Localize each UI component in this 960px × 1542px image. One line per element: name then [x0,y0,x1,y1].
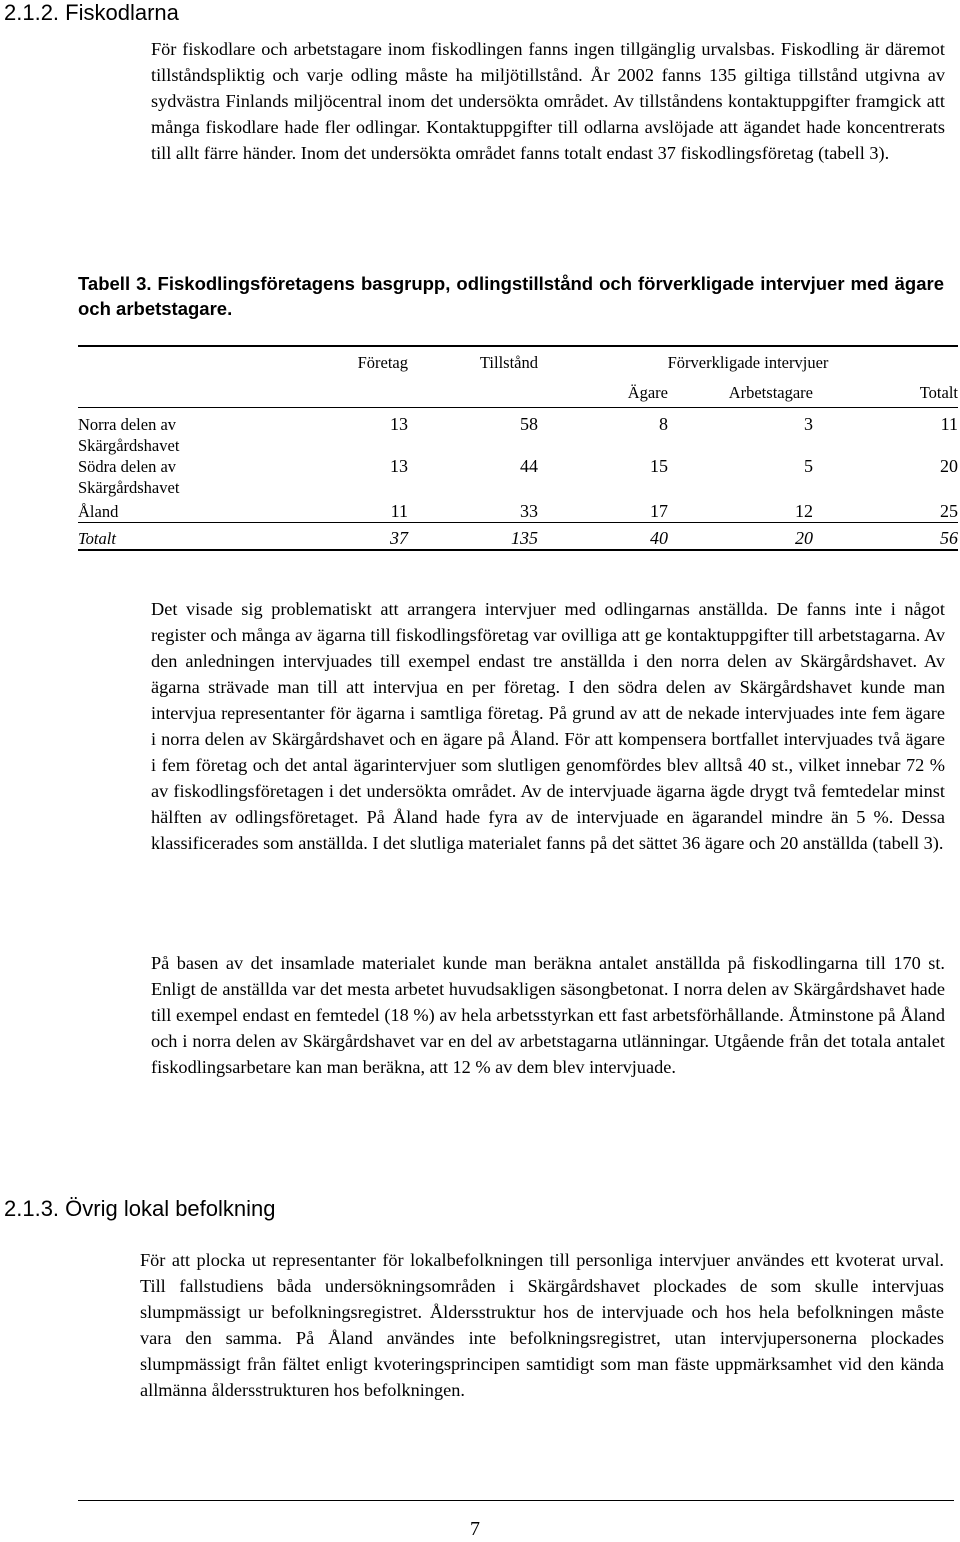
header-forverkligade-intervjuer: Förverkligade intervjuer [538,346,958,373]
body-paragraph-1: Det visade sig problematiskt att arrangera intervjuer med odlingarnas anställda. De fanns inte i något register och många av ägarna till fiskodlingsföretag var ovilliga att ge kontaktuppgifter till arbetstagarna. Av den anledningen intervjuades till exempel endast tre anställda i den norra delen av Skärgårdshavet. Av ägarna strävade man till att intervjua en per företag. I den södra delen av Skärgårdshavet kunde man intervjua representanter för ägarna i samtliga företag. På grund av att de nekade intervjuades inte fem ägare i norra delen av Skärgårdshavet och en ägare på Åland. För att kompensera bortfallet intervjuades två ägare i fem företag och det antal ägarintervjuer som slutligen genomfördes blev alltså 40 st., vilket innebar 72 % av fiskodlingsföretagen i det undersökta området. Av de intervjuade ägarna ägde drygt två femtedelar minst hälften av odlingsföretaget. På Åland hade fyra av de intervjuade en ägarandel mindre än 5 %. Dessa klassificerades som anställda. I det slutliga materialet fanns på det sättet 36 ägare och 20 anställda (tabell 3). [151,599,945,853]
fiskodling-table [78,345,958,551]
cell-arbetstagare: 12 [668,498,813,523]
header-foretag: Företag [278,346,408,373]
cell-totalt: 20 [940,456,958,476]
cell-agare: 17 [538,498,668,523]
cell-totalt: 25 [813,498,958,523]
cell-arbetstagare: 5 [804,456,813,476]
section-2-paragraph: För att plocka ut representanter för lokalbefolkningen till personliga intervjuer användes ett kvoterat urval. Till fallstudiens båda undersökningsområden i Skärgårdshavet plockades de som skulle intervjuas slumpmässigt ur befolkningsregistret. Åldersstruktur hos de intervjuade och hos hela befolkningen måste vara den samma. På Åland användes inte befolkningsregistret, utan intervjupersonerna plockades slumpmässigt från fältet enligt kvoteringsprincipen samtidigt som man fäste uppmärksamhet vid den kända allmänna åldersstrukturen hos befolkningen. [140,1250,944,1400]
cell-arbetstagare: 3 [804,414,813,434]
cell-tillstand: 33 [408,498,538,523]
cell-foretag: 13 [390,456,408,476]
row-label: Skärgårdshavet [78,436,180,455]
cell-agare: 15 [650,456,668,476]
header-arbetstagare: Arbetstagare [668,373,813,408]
row-label: Åland [78,498,278,523]
cell-agare: 8 [659,414,668,434]
total-totalt: 56 [813,523,958,551]
total-label: Totalt [78,523,278,551]
row-label: Skärgårdshavet [78,478,180,497]
body-paragraph-2: På basen av det insamlade materialet kunde man beräkna antalet anställda på fiskodlingarna till 170 st. Enligt de anställda var det mesta arbetet huvudsakligen säsongbetonat. I norra delen av Skärgårdshavet hade till exempel endast en femtedel (18 %) av hela arbetsstyrkan ett fast arbetsförhållande. Åtminstone på Åland och i norra delen av Skärgårdshavet var en del av arbetstagarna utlänningar. Utgående från det totala antalet fiskodlingsarbetare kan man beräkna, att 12 % av dem blev intervjuade. [151,953,945,1077]
cell-tillstand: 44 [520,456,538,476]
table-total-row [78,523,958,551]
table-caption: Tabell 3. Fiskodlingsföretagens basgrupp, odlingstillstånd och förverkligade intervjuer med ägare och arbetstagare. [78,273,944,319]
cell-tillstand: 58 [520,414,538,434]
cell-foretag: 11 [278,498,408,523]
total-foretag: 37 [278,523,408,551]
header-tillstand: Tillstånd [408,346,538,373]
footer-divider [78,1500,954,1501]
table-row [78,456,958,498]
table-header-row-2 [78,373,958,408]
cell-totalt: 11 [940,414,958,434]
total-agare: 40 [538,523,668,551]
row-label: Norra delen av [78,415,177,434]
cell-foretag: 13 [390,414,408,434]
total-arbetstagare: 20 [668,523,813,551]
section-heading-ovrig-lokal-befolkning: 2.1.3. Övrig lokal befolkning [4,1196,276,1221]
table-row [78,408,958,457]
row-label: Södra delen av [78,457,177,476]
table-header-row-1 [78,346,958,373]
intro-paragraph: För fiskodlare och arbetstagare inom fiskodlingen fanns ingen tillgänglig urvalsbas. Fiskodling är däremot tillståndspliktig och varje odling måste ha miljötillstånd. År 2002 fanns 135 giltiga tillstånd utgivna av sydvästra Finlands miljöcentral inom det undersökta området. Av tillståndens kontaktuppgifter framgick att många fiskodlare hade fler odlingar. Kontaktuppgifter till odlarna avslöjade att ägandet hade koncentrerats till allt färre händer. Inom det undersökta området fanns totalt endast 37 fiskodlingsföretag (tabell 3). [151,39,945,163]
section-heading-fiskodlarna: 2.1.2. Fiskodlarna [4,0,179,25]
header-agare: Ägare [538,373,668,408]
total-tillstand: 135 [408,523,538,551]
header-totalt: Totalt [813,373,958,408]
table-row [78,498,958,523]
page-number: 7 [470,1518,480,1540]
